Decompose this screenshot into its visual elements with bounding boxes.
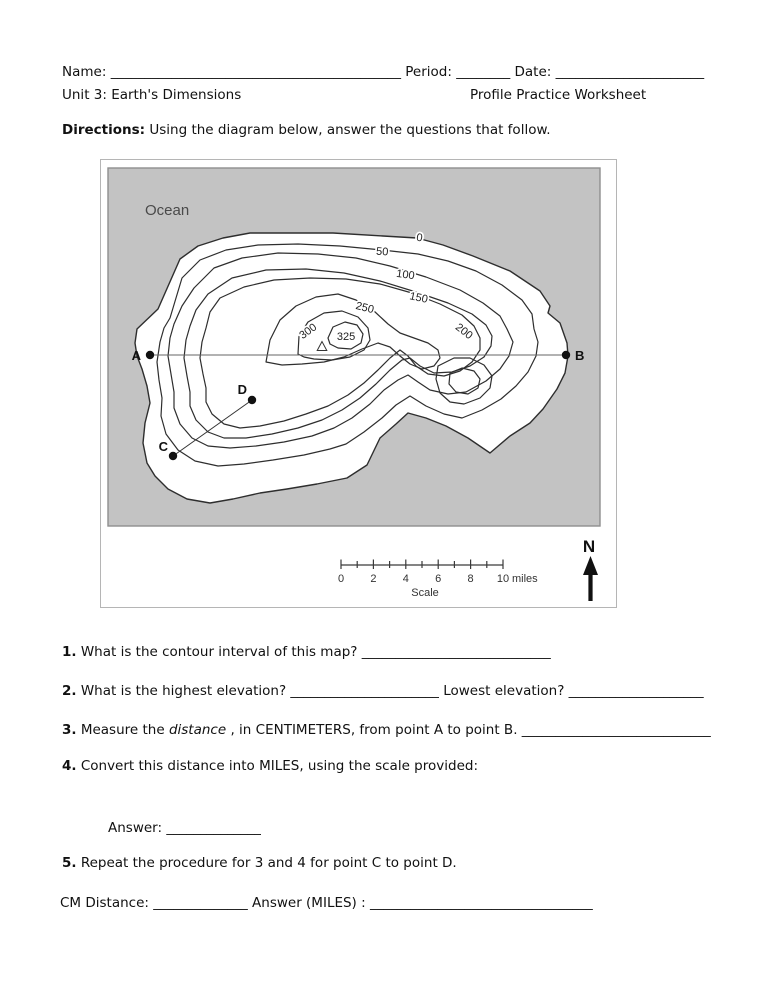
point-b-label: B [575, 348, 585, 363]
question-5 [62, 855, 457, 871]
q5-cm-label: CM Distance: [60, 895, 154, 911]
contour-label-150: 150 [408, 290, 429, 306]
question-1 [62, 644, 551, 660]
north-label: N [582, 537, 596, 556]
scale-tick-0: 0 [337, 573, 345, 585]
q5-answer-label: Answer (MILES) : [252, 895, 370, 911]
point-a-label: A [131, 348, 141, 363]
q3-text-2: , in CENTIMETERS, from point A to point B. [230, 722, 522, 738]
ocean-label: Ocean [145, 202, 190, 219]
q1-number: 1. [62, 644, 77, 660]
q5-answer-blank[interactable]: _________________________________ [369, 895, 593, 911]
contour-label-0: 0 [415, 231, 424, 245]
name-label: Name: [62, 64, 107, 80]
name-blank[interactable]: ___________________________________________ [110, 64, 401, 80]
unit-title: Unit 3: Earth's Dimensions [62, 87, 242, 103]
point-b-dot [562, 351, 570, 359]
point-d-label: D [237, 382, 247, 397]
map-panel [100, 159, 617, 608]
scale-caption: Scale [411, 587, 439, 599]
contour-label-100: 100 [395, 267, 416, 283]
scale-tick-4: 4 [402, 573, 409, 585]
contour-label-200: 200 [452, 321, 475, 343]
period-blank[interactable]: ________ [456, 64, 511, 80]
question-3 [62, 722, 711, 738]
point-a-dot [146, 351, 154, 359]
q4-answer-blank[interactable]: ______________ [166, 820, 261, 836]
header-name-line [62, 64, 704, 80]
question-5-answers [60, 895, 593, 911]
worksheet-title: Profile Practice Worksheet [470, 87, 647, 103]
q3-distance-word: distance [168, 722, 227, 738]
q5-text: Repeat the procedure for 3 and 4 for point C to point D. [80, 855, 457, 871]
contour-label-50: 50 [375, 245, 389, 259]
question-4 [62, 758, 478, 774]
point-c-label: C [158, 439, 168, 454]
question-4-answer [108, 820, 261, 836]
q2-text-lowest: Lowest elevation? [443, 683, 569, 699]
q3-text-1: Measure the [80, 722, 169, 738]
q4-number: 4. [62, 758, 77, 774]
topographic-map [100, 159, 617, 608]
q5-cm-blank[interactable]: ______________ [153, 895, 248, 911]
date-label: Date: [514, 64, 552, 80]
contour-label-325: 325 [336, 331, 356, 343]
question-2 [62, 683, 704, 699]
scale-tick-8: 8 [467, 573, 474, 585]
q1-text: What is the contour interval of this map? [80, 644, 362, 660]
period-label: Period: [405, 64, 452, 80]
directions-text: Using the diagram below, answer the questions that follow. [149, 122, 551, 138]
q1-answer-blank[interactable]: ____________________________ [361, 644, 551, 660]
q4-answer-label: Answer: [108, 820, 167, 836]
scale-tick-2: 2 [370, 573, 377, 585]
point-c-dot [169, 452, 177, 460]
q3-number: 3. [62, 722, 77, 738]
scale-tick-6: 6 [435, 573, 442, 585]
scale-unit-label: miles [512, 573, 538, 585]
q2-highest-blank[interactable]: ______________________ [290, 683, 439, 699]
date-blank[interactable]: ______________________ [555, 64, 705, 80]
q2-number: 2. [62, 683, 77, 699]
q2-text-highest: What is the highest elevation? [80, 683, 291, 699]
q3-answer-blank[interactable]: ____________________________ [521, 722, 711, 738]
directions-label: Directions: [62, 122, 146, 138]
q2-lowest-blank[interactable]: ____________________ [568, 683, 704, 699]
point-d-dot [248, 396, 256, 404]
q4-text: Convert this distance into MILES, using the scale provided: [80, 758, 478, 774]
contour-label-300: 300 [297, 321, 320, 342]
directions-line [62, 122, 551, 138]
q5-number: 5. [62, 855, 77, 871]
contour-label-250: 250 [354, 300, 376, 317]
scale-tick-10: 10 [496, 573, 510, 585]
